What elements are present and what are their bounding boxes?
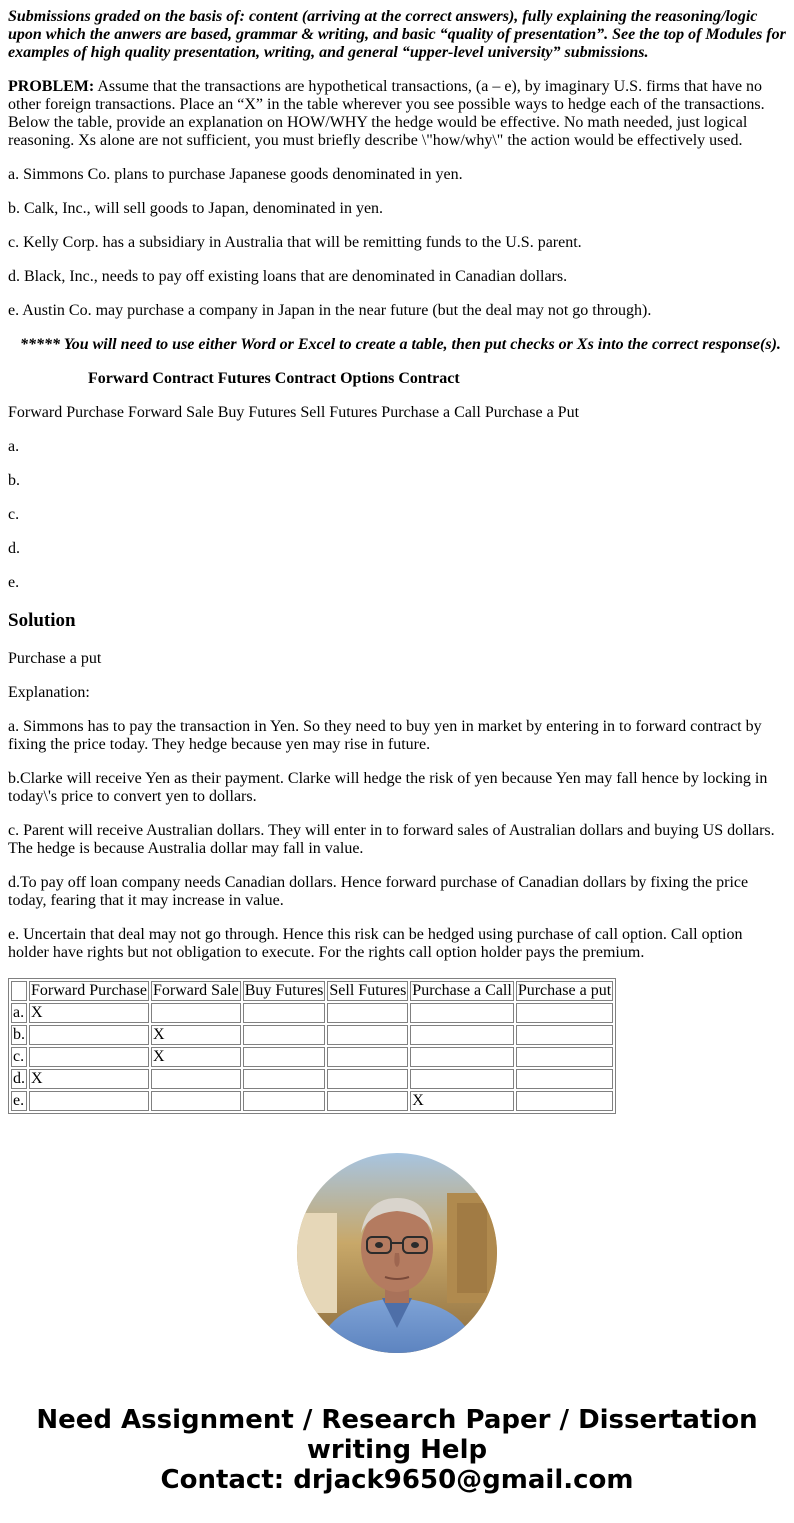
explanation-b: b.Clarke will receive Yen as their payment. Clarke will hedge the risk of yen because Yen may fall hence by locking in today\'s price to convert yen to dollars. [8, 770, 768, 805]
table-cell: X [410, 1091, 514, 1111]
table-row [11, 1025, 613, 1045]
table-row [11, 1069, 613, 1089]
solution-heading: Solution [8, 610, 76, 631]
table-cell [516, 1069, 613, 1089]
table-header-cell: Forward Purchase [31, 982, 147, 999]
table-cell [410, 1025, 514, 1045]
contract-type-header: Forward Contract Futures Contract Options Contract [88, 370, 460, 387]
explanation-e: e. Uncertain that deal may not go through. Hence this risk can be hedged using purchase of call option. Call option holder have rights but not obligation to execute. For the rights call option holder pays the premium. [8, 926, 743, 961]
table-header-cell: Forward Sale [152, 982, 239, 999]
table-cell: c. [11, 1047, 27, 1067]
problem-statement [8, 78, 786, 150]
explanation-c: c. Parent will receive Australian dollars. They will enter in to forward sales of Australian dollars and buying US dollars. The hedge is because Australia dollar may fall in value. [8, 822, 775, 857]
table-row [11, 1091, 613, 1111]
table-cell [327, 1091, 408, 1111]
table-cell [29, 1025, 149, 1045]
grading-intro: Submissions graded on the basis of: content (arriving at the correct answers), fully explaining the reasoning/logic upon which the anwers are based, grammar & writing, and basic “quality of presentation”. See the top of Modules for examples of high quality presentation, writing, and general “upper-level university” submissions. [8, 8, 786, 61]
contact-banner [0, 1405, 794, 1495]
table-cell: X [151, 1047, 241, 1067]
explanation-a: a. Simmons has to pay the transaction in Yen. So they need to buy yen in market by entering in to forward contract by fixing the price today. They hedge because yen may rise in future. [8, 718, 762, 753]
table-cell [151, 1069, 241, 1089]
problem-text: Assume that the transactions are hypothetical transactions, (a – e), by imaginary U.S. firms that have no other foreign transactions. Place an “X” in the table wherever you see possible ways to hedge each of the transactions. Below the table, provide an explanation on HOW/WHY the hedge would be effective. No math needed, just logical reasoning. Xs alone are not sufficient, you must briefly describe \"how/why\" the action would be effectively used. [8, 78, 765, 149]
table-cell [243, 1025, 326, 1045]
table-header-cell: Buy Futures [244, 982, 324, 999]
table-row [11, 1047, 613, 1067]
problem-label: PROBLEM: [8, 78, 95, 95]
table-cell [516, 1091, 613, 1111]
table-instruction-note: ***** You will need to use either Word or Excel to create a table, then put checks or Xs into the correct response(s). [20, 336, 781, 353]
row-letter-c: c. [8, 506, 20, 523]
table-cell [327, 1025, 408, 1045]
table-cell: d. [13, 1070, 25, 1087]
column-header-line: Forward Purchase Forward Sale Buy Futures Sell Futures Purchase a Call Purchase a Put [8, 404, 580, 421]
tutor-portrait-image [297, 1153, 497, 1353]
transaction-a: a. Simmons Co. plans to purchase Japanese goods denominated in yen. [8, 166, 463, 183]
table-cell [243, 1091, 326, 1111]
table-cell [516, 1025, 613, 1045]
table-cell [151, 1091, 241, 1111]
row-letter-a: a. [8, 438, 20, 455]
solution-lead: Purchase a put [8, 650, 102, 667]
hedge-table [8, 978, 616, 1114]
table-cell [327, 1047, 408, 1067]
table-row [11, 1003, 613, 1023]
table-cell [410, 1047, 514, 1067]
transaction-e: e. Austin Co. may purchase a company in Japan in the near future (but the deal may not go through). [8, 302, 652, 319]
table-cell [410, 1003, 514, 1023]
table-cell [327, 1003, 408, 1023]
table-cell: X [29, 1003, 149, 1023]
transaction-b: b. Calk, Inc., will sell goods to Japan, denominated in yen. [8, 200, 384, 217]
table-cell [151, 1003, 241, 1023]
transaction-c: c. Kelly Corp. has a subsidiary in Australia that will be remitting funds to the U.S. parent. [8, 234, 582, 251]
row-letter-b: b. [8, 472, 20, 489]
table-cell [516, 1003, 613, 1023]
row-letter-e: e. [8, 574, 20, 591]
table-cell [410, 1069, 514, 1089]
row-letter-d: d. [8, 540, 20, 557]
table-header-row [11, 981, 613, 1001]
table-header-cell: Purchase a Call [412, 982, 512, 999]
table-cell [327, 1069, 408, 1089]
table-cell [243, 1003, 326, 1023]
table-header-cell: Sell Futures [329, 982, 407, 999]
table-cell: X [151, 1025, 241, 1045]
table-cell: e. [11, 1091, 27, 1111]
table-header-cell: Purchase a put [517, 982, 612, 999]
transaction-d: d. Black, Inc., needs to pay off existing loans that are denominated in Canadian dollars. [8, 268, 568, 285]
avatar [297, 1153, 497, 1353]
table-cell [29, 1091, 149, 1111]
table-cell [29, 1047, 149, 1067]
cta-headline: Need Assignment / Research Paper / Dissertation writing Help [36, 1405, 758, 1465]
table-cell [243, 1069, 326, 1089]
table-cell: a. [11, 1003, 27, 1023]
table-cell [243, 1047, 326, 1067]
explanation-label: Explanation: [8, 684, 90, 701]
cta-contact-email: Contact: drjack9650@gmail.com [160, 1465, 634, 1495]
explanation-d: d.To pay off loan company needs Canadian dollars. Hence forward purchase of Canadian dollars by fixing the price today, fearing that it may increase in value. [8, 874, 749, 909]
table-cell: b. [13, 1026, 25, 1043]
table-cell: X [29, 1069, 149, 1089]
table-cell [516, 1047, 613, 1067]
table-header-cell [11, 981, 27, 1001]
